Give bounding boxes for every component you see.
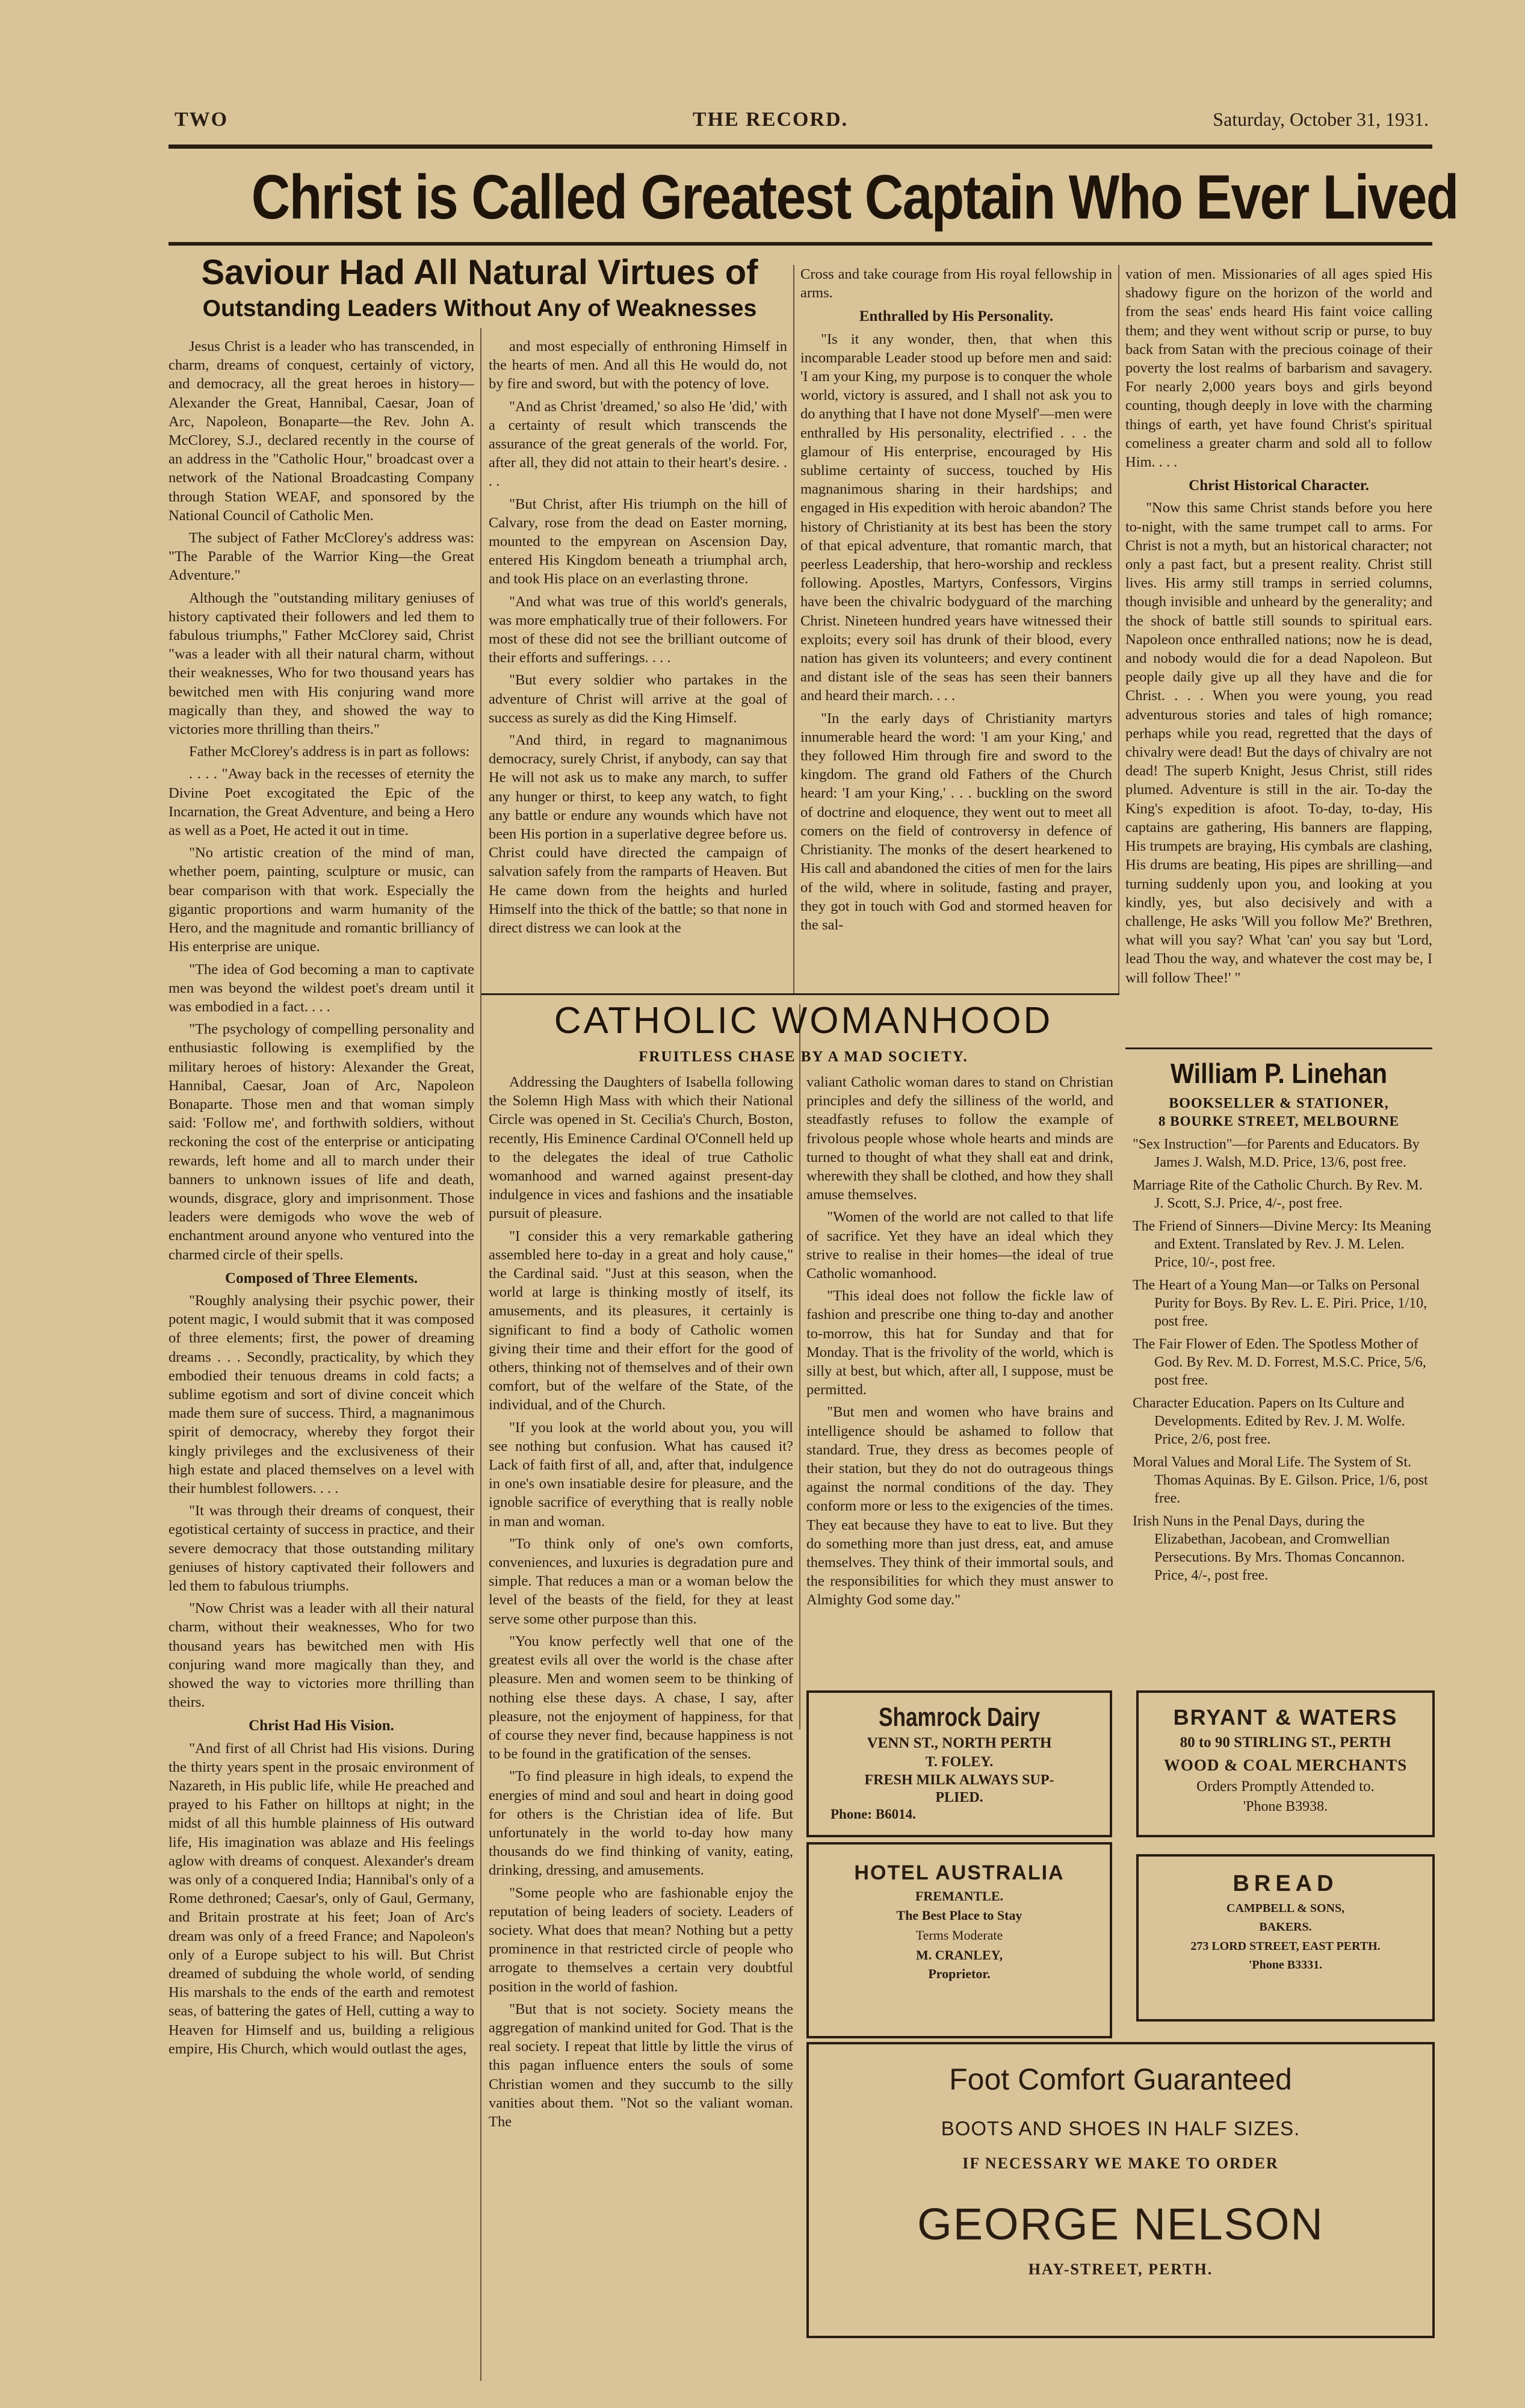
paragraph: valiant Catholic woman dares to stand on Christian principles and defy the silliness of the world, and steadfastly refuses to follow the example of frivolous people whose whole hearts and minds are turned to thought of what they shall eat and drink, wherewith they shall be clothed, and how they shall amuse themselves.: [806, 1074, 1113, 1203]
paragraph: "The idea of God becoming a man to captivate men was beyond the wildest poet's dream until it was embodied in a fact. . . .: [169, 961, 474, 1015]
book-listing: The Heart of a Young Man—or Talks on Personal Purity for Boys. By Rev. L. E. Piri. Price, 1/10, post free.: [1133, 1277, 1428, 1329]
paragraph: "To think only of one's own comforts, conveniences, and luxuries is degradation pure and simple. That reduces a man or a woman below the level of the beasts of the field, for they at least serve some other purpose than this.: [489, 1535, 793, 1627]
ad-line: M. CRANLEY,: [915, 1947, 1003, 1963]
paragraph: Although the "outstanding military geniuses of history captivated their followers and led them to fabulous triumphs," Father McClorey said, Christ "was a leader with all their natural charm, without their weaknesses, Who for two thousand years has bewitched men with His conjuring wand more magically than they, and showed the way to victories more thrilling than theirs.": [169, 589, 474, 738]
ad-line: IF NECESSARY WE MAKE TO ORDER: [962, 2155, 1279, 2172]
paragraph: vation of men. Missionaries of all ages spied His shadowy figure on the horizon of the world and from the seas' ends heard His faint voice calling them; and they went without scrip or purse, to buy back from Satan with the precious coinage of their poverty the lost realms of barbarism and savagery. For nearly 2,000 years boys and girls beyond counting, though deeply in love with the charming things of earth, yet have found Christ's spiritual comeliness a greater charm and sold all to follow Him. . . .: [1125, 266, 1432, 471]
column-rule: [1118, 265, 1119, 993]
ad-title: Shamrock Dairy: [878, 1702, 1041, 1732]
ad-george-nelson: [806, 2042, 1435, 2338]
article-column-2: [489, 337, 787, 990]
paragraph: "And first of all Christ had His visions. During the thirty years spent in the prosaic environment of Nazareth, in His public life, while He preached and prayed to his Father on hilltops at night; in the midst of all this humble plainness of His outward life, His imagination was ablaze and His feelings aglow with dreams of conquest. Alexander's dream was only of a conquered India; Hannibal's only of a Rome dethroned; Caesar's, only of Gaul, Germany, and Britain prostrate at his feet; Joan of Arc's dream was only of a freed France; and Napoleon's only of a Europe subject to his will. But Christ dreamed of subduing the whole world, of sending His marshals to the ends of the earth and remotest seas, of battering the gates of Hell, cutting a way to Heaven for Himself and us, building a religious empire, His Church, which would outlast the ages,: [169, 1740, 474, 2057]
ad-shamrock-dairy: [806, 1690, 1112, 1837]
book-listing: Moral Values and Moral Life. The System of St. Thomas Aquinas. By E. Gilson. Price, 1/6, post free.: [1133, 1454, 1428, 1506]
paragraph: "In the early days of Christianity martyrs innumerable heard the word: 'I am your King,' and they followed Him through fire and sword to the kingdom. The grand old Fathers of the Church heard: 'I am your King,' . . . buckling on the sword of doctrine and eloquence, they went out to meet all comers on the field of controversy in defence of Christianity. The monks of the desert hearkened to His call and abandoned the cities of men for the lairs of the wild, where in solitude, fasting and prayer, they got in touch with God and stormed heaven for the sal-: [800, 710, 1112, 933]
paragraph: "But men and women who have brains and intelligence should be ashamed to follow that standard. True, they dress as becomes people of their station, but they do not do outrageous things against the normal conditions of the day. They conform more or less to the exigencies of the times. They eat because they have to eat to live. But they do something more than just dress, eat, and amuse themselves. They think of their immortal souls, and the responsibilities for which they must answer to Almighty God some day.": [806, 1404, 1113, 1609]
paragraph: "If you look at the world about you, you will see nothing but confusion. What has caused it? Lack of faith first of all, and, after that, indulgence in one's own insatiable desire for pleasure, and the ignoble sacrifice of everything that is really noble in man and woman.: [489, 1419, 793, 1530]
section-heading: Christ Had His Vision.: [249, 1718, 394, 1734]
ad-line: FRESH MILK ALWAYS SUP-: [864, 1772, 1054, 1788]
paragraph: "Now Christ was a leader with all their natural charm, without their weaknesses, Who for two thousand years has bewitched men with His conjuring wand more magically than they, and showed the way to victories more thrilling than theirs.: [169, 1600, 474, 1711]
paragraph: "The psychology of compelling personality and enthusiastic following is exemplified by the military heroes of history: Alexander the Great, Hannibal, Caesar, Joan of Arc, Napoleon Bonaparte. Those men and that woman simply said: 'Follow me', and forthwith soldiers, without reckoning the cost of the enterprise or anticipating rewards, left home and all to march under their banners to unknown issues of life and death, wounds, disgrace, glory and imprisonment. Those leaders were demigods who wove the web of enchantment around anyone who ventured into the charmed circle of their spells.: [169, 1021, 474, 1263]
ad-line: T. FOLEY.: [925, 1754, 994, 1770]
paragraph: . . . . "Away back in the recesses of eternity the Divine Poet excogitated the Epic of the Incarnation, the Great Adventure, and being a Hero as well as a Poet, He acted it out in time.: [169, 766, 474, 839]
sub-headline-2: Outstanding Leaders Without Any of Weaknesses: [202, 296, 757, 321]
article-column-1: [169, 337, 474, 2378]
paragraph: "Now this same Christ stands before you here to-night, with the same trumpet call to arms. For Christ is not a myth, but an historical character; not only a past fact, but a present reality. Christ still lives. His army still tramps in serried columns, though invisible and unheard by the generality; and the shock of battle still sounds to spiritual ears. Napoleon once enthralled nations; now he is dead, and nobody would die for a dead Napoleon. But people daily give up all they have and die for Christ. . . . When you were young, you read adventurous stories and tales of high romance; perhaps while you read, regretted that the days of chivalry were dead! But the days of chivalry are not dead! The superb Knight, Jesus Christ, still rides plumed. Adventure is still in the air. To-day the King's expedition is afoot. To-day, to-day, His captains are gathering, His banners are flapping, His trumpets are braying, His cymbals are clashing, His drums are beating, His pipes are shrilling—and turning suddenly upon you, and looking at you kindly, yes, but also decisively and with a challenge, He asks 'Will you follow Me?' Brethren, what will you say? What 'can' you say but 'Lord, lead Thou the way, and whatever the cost may be, I will follow Thee!' ": [1125, 500, 1432, 986]
ad-bryant-waters: [1136, 1690, 1435, 1837]
ad-line: PLIED.: [935, 1790, 983, 1805]
paragraph: "But every soldier who partakes in the adventure of Christ will arrive at the goal of success as surely as did the King Himself.: [489, 672, 787, 726]
article-column-3: [800, 265, 1112, 990]
ad-title: BREAD: [1233, 1871, 1338, 1896]
book-listing: The Friend of Sinners—Divine Mercy: Its Meaning and Extent. Translated by Rev. J. M. Lelen. Price, 10/-, post free.: [1133, 1218, 1431, 1270]
womanhood-headline: CATHOLIC WOMANHOOD: [554, 1000, 1053, 1041]
ad-hotel-australia: [806, 1842, 1112, 2038]
paragraph: Jesus Christ is a leader who has transcended, in charm, dreams of conquest, certainly of victory, and democracy, all the great heroes in history—Alexander the Great, Hannibal, Caesar, Joan of Arc, Napoleon, Bonaparte—the Rev. John A. McClorey, S.J., declared recently in the course of an address in the "Catholic Hour," broadcast over a network of the National Broadcasting Company through Station WEAF, and sponsored by the National Council of Catholic Men.: [169, 338, 474, 524]
paragraph: The subject of Father McClorey's address was: "The Parable of the Warrior King—the Great Adventure.": [169, 530, 474, 584]
ad-title: HOTEL AUSTRALIA: [854, 1861, 1065, 1884]
section-heading: Christ Historical Character.: [1189, 477, 1369, 494]
paragraph: "But Christ, after His triumph on the hill of Calvary, rose from the dead on Easter morning, mounted to the empyrean on Ascension Day, entered His Kingdom beneath a triumphal arch, and took His place on an everlasting throne.: [489, 495, 787, 588]
section-rule: [481, 993, 1119, 995]
paragraph: Father McClorey's address is in part as follows:: [189, 743, 470, 760]
ad-line: The Best Place to Stay: [896, 1908, 1022, 1923]
paragraph: "Women of the world are not called to that life of sacrifice. Yet they have an ideal which they strive to realise in their homes—the ideal of true Catholic womanhood.: [806, 1209, 1113, 1282]
paragraph: "But that is not society. Society means the aggregation of mankind united for God. That is the real society. I repeat that little by little the virus of this pagan influence enters the souls of some Christian women and they succumb to the silly vanities about them. "Not so the valiant woman. The: [489, 2000, 793, 2130]
womanhood-column-2: [806, 1073, 1113, 1684]
paragraph: "To find pleasure in high ideals, to expend the energies of mind and soul and heart in doing good for others is the Christian idea of life. But unfortunately in the world to-day how many thousands do we find thinking of vanity, eating, drinking, dressing, and amusements.: [489, 1768, 793, 1879]
section-heading: Enthralled by His Personality.: [859, 308, 1054, 325]
paragraph: "This ideal does not follow the fickle law of fashion and prescribe one thing to-day and another to-morrow, this hat for Sunday and that for Monday. That is the frivolity of the world, which is silly at best, but which, after all, I suppose, must be permitted.: [806, 1288, 1113, 1398]
ad-line: BAKERS.: [1259, 1920, 1312, 1934]
paragraph: "And what was true of this world's generals, was more emphatically true of their followers. For most of these did not see the brilliant outcome of their efforts and sufferings. . . .: [489, 593, 787, 666]
ad-line: Orders Promptly Attended to.: [1196, 1778, 1375, 1795]
paragraph: "And as Christ 'dreamed,' so also He 'did,' with a certainty of result which transcends the assurance of the great generals of the world. For, after all, they did not attain to their heart's desire. . . .: [489, 398, 787, 490]
sub-headline: Saviour Had All Natural Virtues of: [201, 253, 758, 292]
article-column-4: [1125, 265, 1432, 1044]
column-rule: [799, 1004, 800, 1730]
header-rule: [169, 144, 1432, 149]
ad-title: Foot Comfort Guaranteed: [949, 2062, 1292, 2096]
paragraph: "Some people who are fashionable enjoy the reputation of being leaders of society. Leaders of society. What does that mean? Nothing but a petty prominence in that restricted circle of people who arrogate to themselves a certain very doubtful position in the world of fashion.: [489, 1884, 793, 1995]
paragraph: "And third, in regard to magnanimous democracy, surely Christ, if anybody, can say that He will not ask us to make any march, to suffer any hunger or thirst, to keep any watch, to fight any battle or endure any wounds which have not been His portion in a superlative degree before us. Christ could have directed the campaign of salvation safely from the ramparts of Heaven. But He came down from the heights and hurled Himself into the thick of the battle; so that none in direct distress we can look at the: [489, 732, 787, 937]
paragraph: "Roughly analysing their psychic power, their potent magic, I would submit that it was composed of three elements; first, the power of dreaming dreams . . . Secondly, practicality, by which they embodied their tenuous dreams in cold facts; a sublime egotism and sort of divine conceit which made them sure of success. Third, a magnanimous spirit of democracy, whereby they forgot their kingly privileges and the exclusiveness of their high estate and placed themselves on a level with their humblest followers. . . .: [169, 1292, 474, 1497]
ad-line: Terms Moderate: [915, 1928, 1003, 1943]
ad-line: HAY-STREET, PERTH.: [1028, 2261, 1213, 2278]
paragraph: "No artistic creation of the mind of man, whether poem, painting, sculpture or music, can bear comparison with that work. Especially the gigantic proportions and warm humanity of the Hero, and the magnitude and romantic brilliancy of His enterprise are unique.: [169, 845, 474, 955]
section-rule: [1125, 1047, 1432, 1049]
linehan-line1: BOOKSELLER & STATIONER,: [1169, 1096, 1389, 1111]
ad-line: BOOTS AND SHOES IN HALF SIZES.: [941, 2117, 1301, 2140]
book-listing: The Fair Flower of Eden. The Spotless Mother of God. By Rev. M. D. Forrest, M.S.C. Price, 5/6, post free.: [1133, 1336, 1426, 1388]
ad-line: CAMPBELL & SONS,: [1226, 1902, 1345, 1915]
book-listing: Marriage Rite of the Catholic Church. By Rev. M. J. Scott, S.J. Price, 4/-, post free.: [1133, 1178, 1423, 1211]
headline-rule: [169, 242, 1432, 246]
ad-title: BRYANT & WATERS: [1173, 1705, 1398, 1730]
ad-line: 80 to 90 STIRLING ST., PERTH: [1180, 1734, 1391, 1751]
womanhood-column-1: [489, 1073, 793, 2378]
ad-line: Phone: B6014.: [831, 1807, 916, 1822]
ad-line: FREMANTLE.: [915, 1888, 1004, 1904]
main-headline: Christ is Called Greatest Captain Who Ever Lived: [251, 163, 1458, 232]
ad-line: 273 LORD STREET, EAST PERTH.: [1190, 1940, 1381, 1953]
linehan-book-list: [1133, 1135, 1431, 1707]
ad-line: 'Phone B3938.: [1243, 1799, 1328, 1814]
linehan-line2: 8 BOURKE STREET, MELBOURNE: [1158, 1114, 1400, 1129]
paragraph: and most especially of enthroning Himself in the hearts of men. And all this He would do, not by fire and sword, but with the potency of love.: [489, 338, 787, 393]
book-listing: Irish Nuns in the Penal Days, during the Elizabethan, Jacobean, and Cromwellian Persecutions. By Mrs. Thomas Concannon. Price, 4/-, post free.: [1133, 1513, 1405, 1583]
paragraph: Cross and take courage from His royal fellowship in arms.: [800, 266, 1112, 302]
ad-line: VENN ST., NORTH PERTH: [867, 1735, 1052, 1751]
ad-business-name: GEORGE NELSON: [917, 2199, 1324, 2249]
book-listing: Character Education. Papers on Its Culture and Developments. Edited by Rev. J. M. Wolfe. Price, 2/6, post free.: [1133, 1395, 1405, 1447]
ad-line: 'Phone B3331.: [1248, 1958, 1323, 1972]
column-rule: [480, 328, 481, 2381]
column-rule: [793, 265, 794, 993]
womanhood-subhead: FRUITLESS CHASE BY A MAD SOCIETY.: [639, 1049, 968, 1065]
book-listing: "Sex Instruction"—for Parents and Educators. By James J. Walsh, M.D. Price, 13/6, post free.: [1133, 1137, 1420, 1170]
paragraph: "It was through their dreams of conquest, their egotistical certainty of success in practice, and their severe democracy that those outstanding military geniuses of history captivated their followers and led them to fabulous triumphs.: [169, 1503, 474, 1594]
paragraph: Addressing the Daughters of Isabella following the Solemn High Mass with which their National Circle was opened in St. Cecilia's Church, Boston, recently, His Eminence Cardinal O'Connell held up to the delegates the ideal of true Catholic womanhood and warned against present-day indulgence in vices and fashions and the insatiable pursuit of pleasure.: [489, 1074, 793, 1222]
ad-line: WOOD & COAL MERCHANTS: [1163, 1756, 1408, 1774]
ad-line: Proprietor.: [928, 1966, 991, 1981]
page-number: TWO: [175, 108, 229, 131]
issue-date: Saturday, October 31, 1931.: [1213, 108, 1429, 130]
section-heading: Composed of Three Elements.: [225, 1270, 418, 1286]
paper-name: THE RECORD.: [692, 108, 849, 131]
paragraph: "You know perfectly well that one of the greatest evils all over the world is the chase after pleasure. Men and women seem to be thinking of nothing else these days. A chase, I say, after pleasure, not the enjoyment of happiness, for that of course they never find, because happiness is not to be found in the gratification of the senses.: [489, 1633, 793, 1763]
paragraph: "Is it any wonder, then, that when this incomparable Leader stood up before men and said: 'I am your King, my purpose is to conquer the whole world, victory is assured, and I shall not ask you to do anything that I have not done Myself'—men were enthralled by His personality, electrified . . . the glamour of His enterprise, encouraged by His sublime certainty of success, touched by His magnanimous sharing in their hardships; and engaged in His expedition with heroic abandon? The history of Christianity at its best has been the story of that epical adventure, that romantic march, that peerless Leadership, that hero-worship and reckless following. Apostles, Martyrs, Confessors, Virgins have been the chivalric bodyguard of the marching Christ. Nineteen hundred years have witnessed their exploits; every soil has drunk of their blood, every nation has given its volunteers; and every continent and distant isle of the seas has seen their banners and heard their march. . . .: [800, 330, 1112, 704]
linehan-name: William P. Linehan: [1170, 1058, 1388, 1089]
paragraph: "I consider this a very remarkable gathering assembled here to-day in a great and holy cause," the Cardinal said. "Just at this season, when the world at large is thinking mostly of itself, its amusements, and its pleasures, it certainly is significant to find a body of Catholic women giving their time and their effort for the good of others, thinking not of themselves and of their own comfort, but of the welfare of the State, of the individual, and of the Church.: [489, 1227, 793, 1413]
ad-bread-campbell: [1136, 1854, 1435, 2022]
